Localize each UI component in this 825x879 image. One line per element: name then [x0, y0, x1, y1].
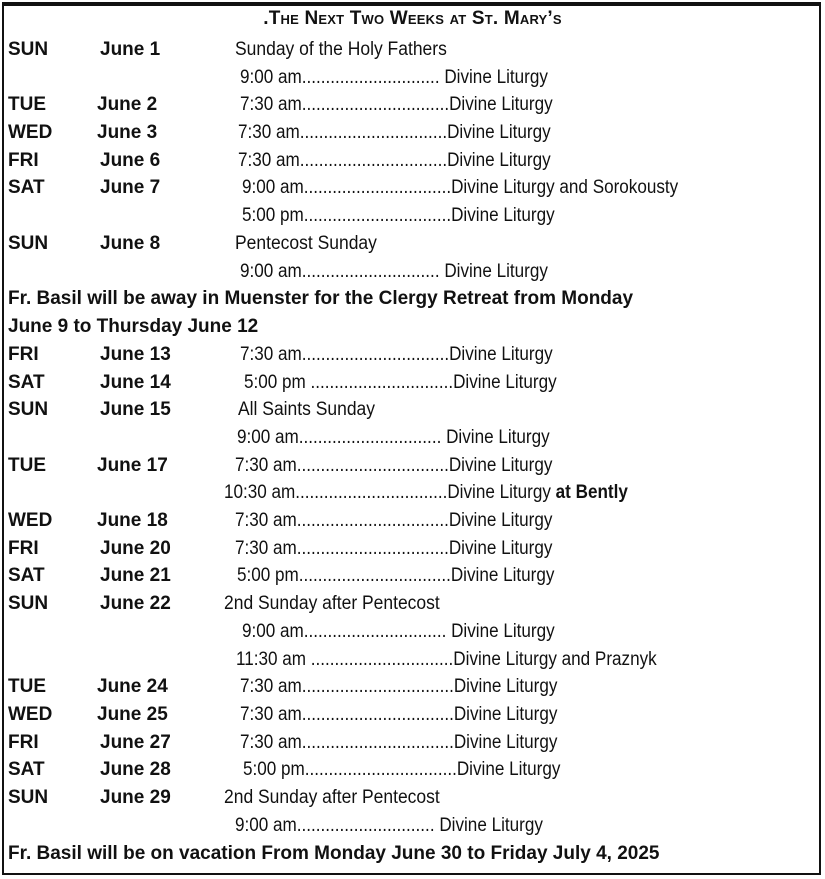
- schedule-row: [0, 537, 825, 564]
- schedule-row: [0, 121, 825, 148]
- date-label: June 28: [100, 759, 171, 780]
- feast-description: Pentecost Sunday: [235, 233, 377, 254]
- service-line: 10:30 am................................Divine Liturgy at Bently: [224, 482, 628, 503]
- service-line: 9:00 am.............................. Divine Liturgy: [237, 427, 550, 448]
- schedule-row: [0, 454, 825, 481]
- schedule-row: [0, 481, 825, 508]
- feast-description: 2nd Sunday after Pentecost: [224, 593, 440, 614]
- day-label: TUE: [8, 676, 46, 697]
- date-label: June 25: [97, 704, 168, 725]
- day-label: FRI: [8, 150, 39, 171]
- day-label: FRI: [8, 732, 39, 753]
- date-label: June 8: [100, 233, 161, 254]
- date-label: June 14: [100, 372, 171, 393]
- service-line: 7:30 am...............................Divine Liturgy: [240, 94, 553, 115]
- day-label: FRI: [8, 538, 39, 559]
- schedule-row: [0, 232, 825, 259]
- day-label: WED: [8, 704, 53, 725]
- date-label: June 7: [100, 177, 161, 198]
- feast-description: Sunday of the Holy Fathers: [235, 39, 447, 60]
- notice-retreat-line1: Fr. Basil will be away in Muenster for the Clergy Retreat from Monday: [8, 288, 634, 309]
- schedule-row: [0, 93, 825, 120]
- feast-description: 2nd Sunday after Pentecost: [224, 787, 440, 808]
- schedule-row: [0, 620, 825, 647]
- day-label: SAT: [8, 372, 45, 393]
- schedule-row: [0, 731, 825, 758]
- schedule-row: [0, 675, 825, 702]
- service-line: 5:00 pm ..............................Divine Liturgy: [244, 372, 557, 393]
- schedule-row: [0, 343, 825, 370]
- day-label: SAT: [8, 177, 45, 198]
- service-line: 7:30 am................................Divine Liturgy: [240, 676, 558, 697]
- date-label: June 3: [97, 122, 158, 143]
- date-label: June 15: [100, 399, 171, 420]
- date-label: June 17: [97, 455, 168, 476]
- day-label: TUE: [8, 455, 46, 476]
- service-line: 5:00 pm................................Divine Liturgy: [243, 759, 561, 780]
- service-line: 7:30 am................................Divine Liturgy: [235, 455, 553, 476]
- date-label: June 13: [100, 344, 171, 365]
- schedule-row: [0, 176, 825, 203]
- schedule-row: [0, 260, 825, 287]
- date-label: June 20: [100, 538, 171, 559]
- day-label: SUN: [8, 593, 49, 614]
- service-line: 9:00 am............................. Divine Liturgy: [240, 261, 548, 282]
- schedule-row: [0, 371, 825, 398]
- service-line: 9:00 am............................. Divine Liturgy: [240, 67, 548, 88]
- service-line: 5:00 pm...............................Divine Liturgy: [242, 205, 555, 226]
- day-label: FRI: [8, 344, 39, 365]
- day-label: SUN: [8, 399, 49, 420]
- day-label: SUN: [8, 233, 49, 254]
- schedule-row: [0, 398, 825, 425]
- date-label: June 27: [100, 732, 171, 753]
- date-label: June 22: [100, 593, 171, 614]
- service-line: 7:30 am...............................Divine Liturgy: [238, 150, 551, 171]
- page-title: .The Next Two Weeks at St. Mary’s: [263, 8, 562, 29]
- schedule-row: [0, 149, 825, 176]
- date-label: June 1: [100, 39, 161, 60]
- feast-description: All Saints Sunday: [238, 399, 376, 420]
- service-line: 7:30 am...............................Divine Liturgy: [240, 344, 553, 365]
- day-label: SUN: [8, 39, 49, 60]
- schedule-row: [0, 38, 825, 65]
- date-label: June 24: [97, 676, 168, 697]
- day-label: WED: [8, 122, 53, 143]
- date-label: June 2: [97, 94, 158, 115]
- date-label: June 29: [100, 787, 171, 808]
- notice-retreat-line2: June 9 to Thursday June 12: [8, 316, 259, 337]
- notice-vacation: Fr. Basil will be on vacation From Monday June 30 to Friday July 4, 2025: [8, 843, 660, 864]
- date-label: June 6: [100, 150, 161, 171]
- day-label: TUE: [8, 94, 46, 115]
- service-line: 7:30 am................................Divine Liturgy: [240, 732, 558, 753]
- schedule-row: [0, 509, 825, 536]
- schedule-row: [0, 786, 825, 813]
- schedule-row: [0, 66, 825, 93]
- service-line: 11:30 am ..............................Divine Liturgy and Praznyk: [236, 649, 657, 670]
- service-line: 7:30 am................................Divine Liturgy: [235, 510, 553, 531]
- day-label: SAT: [8, 565, 45, 586]
- schedule-row: [0, 592, 825, 619]
- service-line: 9:00 am............................. Divine Liturgy: [235, 815, 543, 836]
- day-label: WED: [8, 510, 53, 531]
- schedule-row: [0, 703, 825, 730]
- service-line: 7:30 am................................Divine Liturgy: [240, 704, 558, 725]
- day-label: SUN: [8, 787, 49, 808]
- schedule-row: [0, 564, 825, 591]
- service-line: 9:00 am...............................Divine Liturgy and Sorokousty: [242, 177, 679, 198]
- date-label: June 21: [100, 565, 171, 586]
- service-line: 7:30 am...............................Divine Liturgy: [238, 122, 551, 143]
- schedule-row: [0, 648, 825, 675]
- location-note: at Bently: [550, 482, 628, 503]
- schedule-row: [0, 204, 825, 231]
- day-label: SAT: [8, 759, 45, 780]
- schedule-row: [0, 814, 825, 841]
- service-line: 5:00 pm................................Divine Liturgy: [237, 565, 555, 586]
- date-label: June 18: [97, 510, 168, 531]
- service-line: 9:00 am.............................. Divine Liturgy: [242, 621, 555, 642]
- service-line: 7:30 am................................Divine Liturgy: [235, 538, 553, 559]
- schedule-row: [0, 758, 825, 785]
- schedule-row: [0, 426, 825, 453]
